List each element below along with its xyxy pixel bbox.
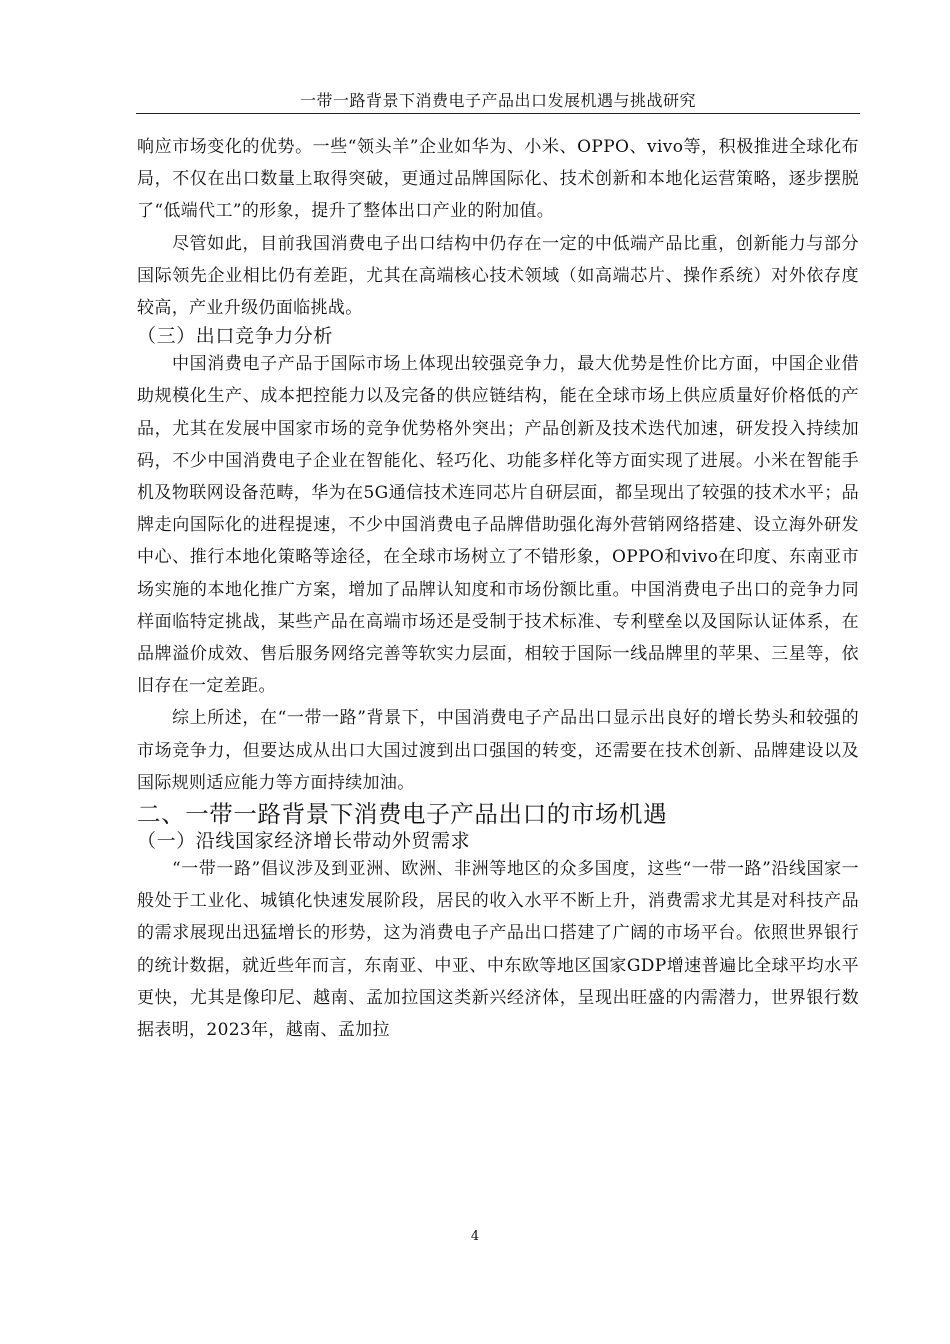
paragraph-summary: 综上所述，在“一带一路”背景下，中国消费电子产品出口显示出良好的增长势头和较强的市场竞争力，但要达成从出口大国过渡到出口强国的转变，还需要在技术创新、品牌建设以及国际规则适应能力等方面持续加油。: [137, 708, 859, 793]
heading-export-competitiveness: （三）出口竞争力分析: [137, 325, 334, 348]
paragraph-structure-gap: 尽管如此，目前我国消费电子出口结构中仍存在一定的中低端产品比重，创新能力与部分国际领先企业相比仍有差距，尤其在高端核心技术领域（如高端芯片、操作系统）对外依存度较高，产业升级仍面临挑战。: [137, 233, 859, 319]
paragraph-competitiveness-analysis: 中国消费电子产品于国际市场上体现出较强竞争力，最大优势是性价比方面，中国企业借助规模化生产、成本把控能力以及完备的供应链结构，能在全球市场上供应质量好价格低的产品，尤其在发展中国家市场的竞争优势格外突出；产品创新及技术迭代加速，研发投入持续加码，不少中国消费电子企业在智能化、轻巧化、功能多样化等方面实现了进展。小米在智能手机及物联网设备范畴，华为在5G通信技术连同芯片自研层面，都呈现出了较强的技术水平；品牌走向国际化的进程提速，不少中国消费电子品牌借助强化海外营销网络搭建、设立海外研发中心、推行本地化策略等途径，在全球市场树立了不错形象，OPPO和vivo在印度、东南亚市场实施的本地化推广方案，增加了品牌认知度和市场份额比重。中国消费电子出口的竞争力同样面临特定挑战，某些产品在高端市场还是受制于技术标准、专利壁垒以及国际认证体系，在品牌溢价成效、售后服务网络完善等软实力层面，相较于国际一线品牌里的苹果、三星等，依旧存在一定差距。: [137, 354, 859, 697]
heading-section-one: （一）沿线国家经济增长带动外贸需求: [137, 830, 471, 853]
paragraph-continuation: 响应市场变化的优势。一些“领头羊”企业如华为、小米、OPPO、vivo等，积极推进全球化布局，不仅在出口数量上取得突破，更通过品牌国际化、技术创新和本地化运营策略，逐步摆脱了“低端代工”的形象，提升了整体出口产业的附加值。: [137, 137, 859, 222]
page-number: 4: [470, 1229, 480, 1244]
page-content: [137, 131, 859, 1046]
paragraph-belt-road-demand: “一带一路”倡议涉及到亚洲、欧洲、非洲等地区的众多国度，这些“一带一路”沿线国家一般处于工业化、城镇化快速发展阶段，居民的收入水平不断上升，消费需求尤其是对科技产品的需求展现出迅猛增长的形势，这为消费电子产品出口搭建了广阔的市场平台。依照世界银行的统计数据，就近些年而言，东南亚、中亚、中东欧等地区国家GDP增速普遍比全球平均水平更快，尤其是像印尼、越南、孟加拉国这类新兴经济体，呈现出旺盛的内需潜力，世界银行数据表明，2023年，越南、孟加拉: [137, 859, 859, 1041]
heading-chapter-two: 二、一带一路背景下消费电子产品出口的市场机遇: [137, 800, 668, 829]
header-divider: [136, 113, 860, 114]
running-header: 一带一路背景下消费电子产品出口发展机遇与挑战研究: [299, 91, 696, 110]
